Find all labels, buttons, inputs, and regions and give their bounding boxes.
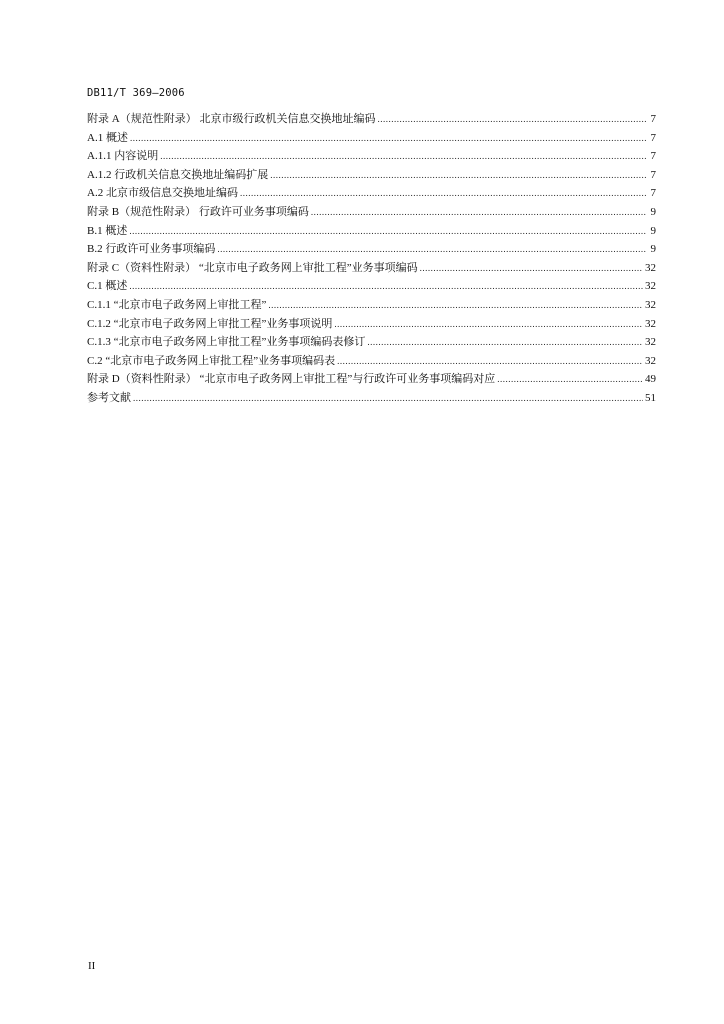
- toc-entry-page: 32: [645, 317, 656, 330]
- toc-entry[interactable]: [87, 184, 656, 203]
- toc-entry-page: 7: [650, 168, 656, 181]
- table-of-contents: [87, 110, 656, 408]
- toc-leader-dots: [377, 110, 646, 129]
- toc-entry-page: 32: [645, 354, 656, 367]
- toc-entry-page: 32: [645, 298, 656, 311]
- toc-entry-page: 51: [645, 391, 656, 404]
- toc-entry-title: A.2 北京市级信息交换地址编码: [87, 187, 238, 200]
- toc-entry-page: 7: [650, 150, 656, 163]
- toc-entry-page: 7: [650, 131, 656, 144]
- toc-entry[interactable]: [87, 296, 656, 315]
- toc-entry[interactable]: [87, 222, 656, 241]
- toc-entry[interactable]: [87, 389, 656, 408]
- document-number: DB11/T 369—2006: [87, 87, 185, 99]
- toc-entry-title: C.1.1 “北京市电子政务网上审批工程”: [87, 298, 267, 311]
- toc-entry-title: 附录 B（规范性附录） 行政许可业务事项编码: [87, 205, 309, 218]
- toc-leader-dots: [129, 277, 643, 296]
- toc-entry-title: B.2 行政许可业务事项编码: [87, 243, 216, 256]
- toc-entry-title: C.1 概述: [87, 280, 128, 293]
- toc-entry-page: 9: [650, 224, 656, 237]
- toc-entry-page: 32: [645, 336, 656, 349]
- toc-leader-dots: [337, 352, 643, 371]
- toc-leader-dots: [129, 222, 646, 241]
- toc-entry[interactable]: [87, 315, 656, 334]
- toc-leader-dots: [240, 184, 646, 203]
- toc-entry[interactable]: [87, 147, 656, 166]
- toc-entry[interactable]: [87, 370, 656, 389]
- toc-leader-dots: [420, 259, 643, 278]
- toc-leader-dots: [270, 166, 646, 185]
- toc-entry-page: 9: [650, 243, 656, 256]
- toc-leader-dots: [334, 315, 643, 334]
- toc-entry[interactable]: [87, 166, 656, 185]
- toc-leader-dots: [160, 147, 646, 166]
- toc-entry-title: A.1.2 行政机关信息交换地址编码扩展: [87, 168, 269, 181]
- toc-entry-title: C.2 “北京市电子政务网上审批工程”业务事项编码表: [87, 354, 336, 367]
- toc-entry[interactable]: [87, 129, 656, 148]
- toc-entry[interactable]: [87, 352, 656, 371]
- toc-entry-page: 9: [650, 205, 656, 218]
- toc-entry-title: A.1.1 内容说明: [87, 150, 159, 163]
- toc-leader-dots: [133, 389, 643, 408]
- toc-entry-title: 附录 C（资料性附录） “北京市电子政务网上审批工程”业务事项编码: [87, 261, 418, 274]
- toc-entry[interactable]: [87, 240, 656, 259]
- toc-leader-dots: [268, 296, 643, 315]
- toc-entry[interactable]: [87, 203, 656, 222]
- toc-entry-title: 附录 D（资料性附录） “北京市电子政务网上审批工程”与行政许可业务事项编码对应: [87, 373, 496, 386]
- toc-entry-title: B.1 概述: [87, 224, 128, 237]
- toc-entry-page: 32: [645, 261, 656, 274]
- toc-entry[interactable]: [87, 259, 656, 278]
- toc-leader-dots: [217, 240, 646, 259]
- toc-leader-dots: [311, 203, 646, 222]
- toc-entry-title: A.1 概述: [87, 131, 128, 144]
- toc-leader-dots: [367, 333, 643, 352]
- toc-entry-page: 7: [650, 113, 656, 125]
- toc-entry-page: 49: [645, 373, 656, 386]
- toc-entry-title: 附录 A（规范性附录） 北京市级行政机关信息交换地址编码: [87, 113, 376, 125]
- toc-entry[interactable]: [87, 333, 656, 352]
- toc-entry-page: 32: [645, 280, 656, 293]
- toc-entry[interactable]: [87, 277, 656, 296]
- toc-leader-dots: [130, 129, 646, 148]
- toc-entry-title: 参考文献: [87, 391, 131, 404]
- toc-entry-title: C.1.3 “北京市电子政务网上审批工程”业务事项编码表修订: [87, 336, 366, 349]
- toc-entry-title: C.1.2 “北京市电子政务网上审批工程”业务事项说明: [87, 317, 333, 330]
- toc-entry[interactable]: [87, 110, 656, 129]
- page-number: II: [88, 960, 96, 972]
- toc-leader-dots: [497, 370, 643, 389]
- toc-entry-page: 7: [650, 187, 656, 200]
